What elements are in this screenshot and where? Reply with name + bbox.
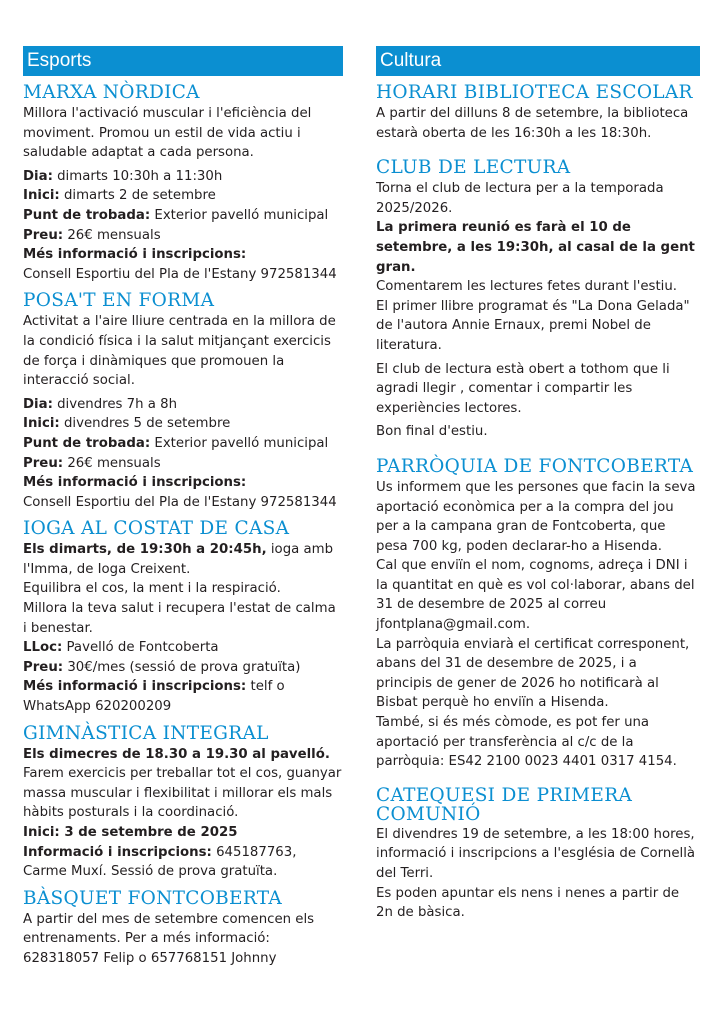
ioga-teacher: ioga amb l'Imma, de Ioga Creixent. xyxy=(23,542,334,577)
catequesi-p1: El divendres 19 de setembre, a les 18:00 hores, informació i inscripcions a l'església de Cornellà del Terri. xyxy=(376,826,696,881)
gimnastica-description: Farem exercicis per treballar tot el cos, guanyar massa muscular i flexibilitat i millorar els mals hàbits posturals i la coordinació. xyxy=(23,766,342,821)
info-label: Informació i inscripcions: xyxy=(23,844,212,860)
info-value: Consell Esportiu del Pla de l'Estany 972581344 xyxy=(23,266,337,282)
info-value: 645187763, Carme Muxí. Sessió de prova gratuïta. xyxy=(23,844,297,880)
basquet-text: A partir del mes de setembre comencen els entrenaments. Per a més informació: 628318057 Felip o 657768151 Johnny xyxy=(23,911,315,966)
catequesi-title: CATEQUESI DE PRIMERA COMUNIÓ xyxy=(376,784,633,825)
preu-value: 26€ mensuals xyxy=(63,455,161,471)
preu-value: 30€/mes (sessió de prova gratuïta) xyxy=(63,659,301,675)
punt-value: Exterior pavelló municipal xyxy=(150,207,329,223)
club-lectura-section xyxy=(376,157,696,442)
gimnastica-when: Els dimecres de 18.30 a 19.30 al pavelló. xyxy=(23,746,330,762)
esports-column xyxy=(23,46,343,969)
club-p4: El primer llibre programat és "La Dona Gelada" de l'autora Annie Ernaux, premi Nobel de literatura. xyxy=(376,298,690,353)
ioga-line3: Millora la teva salut i recupera l'estat de calma i benestar. xyxy=(23,601,336,636)
punt-value: Exterior pavelló municipal xyxy=(150,435,329,451)
club-p6: Bon final d'estiu. xyxy=(376,424,488,440)
biblioteca-text: A partir del dilluns 8 de setembre, la biblioteca estarà oberta de les 16:30h a les 18:30h. xyxy=(376,106,689,141)
preu-value: 26€ mensuals xyxy=(63,227,161,243)
parroquia-p1: Us informem que les persones que facin la seva aportació econòmica per a la compra del jou per a la campana gran de Fontcoberta, que pesa 700 kg, poden declarar-ho a Hisenda. xyxy=(376,479,696,554)
biblioteca-section xyxy=(376,82,696,143)
cultura-banner: Cultura xyxy=(376,46,700,76)
marxa-intro: Millora l'activació muscular i l'eficiència del moviment. Promou un estil de vida actiu i saludable adaptat a cada persona. xyxy=(23,106,312,161)
punt-label: Punt de trobada: xyxy=(23,435,151,451)
gimnastica-title: GIMNÀSTICA INTEGRAL xyxy=(23,722,269,744)
club-p1: Torna el club de lectura per a la temporada 2025/2026. xyxy=(376,181,664,216)
parroquia-title: PARRÒQUIA DE FONTCOBERTA xyxy=(376,455,694,477)
esports-banner: Esports xyxy=(23,46,343,76)
marxa-nordica-title: MARXA NÒRDICA xyxy=(23,82,200,103)
parroquia-section xyxy=(376,456,696,772)
ioga-line2: Equilibra el cos, la ment i la respiració. xyxy=(23,581,281,597)
posat-en-forma-title: POSA'T EN FORMA xyxy=(23,290,215,312)
inici-value: divendres 5 de setembre xyxy=(59,416,231,432)
posat-en-forma-section xyxy=(23,290,343,512)
basquet-section xyxy=(23,888,343,969)
catequesi-section xyxy=(376,786,696,923)
parroquia-p2: Cal que enviïn el nom, cognoms, adreça i DNI i la quantitat en què es vol col·laborar, abans del 31 de desembre de 2025 al correu jfontplana@gmail.com. xyxy=(376,558,695,633)
inici-label: Inici: xyxy=(23,416,60,432)
info-value: Consell Esportiu del Pla de l'Estany 972581344 xyxy=(23,494,337,510)
info-label: Més informació i inscripcions: xyxy=(23,679,247,695)
marxa-nordica-section xyxy=(23,82,343,284)
parroquia-p4: També, si és més còmode, es pot fer una aportació per transferència al c/c de la parròquia: ES42 2100 0023 4401 0317 4154. xyxy=(376,715,677,770)
inici-label: Inici: xyxy=(23,188,60,204)
ioga-section xyxy=(23,518,343,716)
lloc-label: LLoc: xyxy=(23,640,63,656)
club-p5: El club de lectura està obert a tothom que li agradi llegir , comentar i compartir les experiències lectores. xyxy=(376,361,670,416)
gimnastica-section xyxy=(23,723,343,882)
preu-label: Preu: xyxy=(23,659,64,675)
cultura-column xyxy=(376,46,696,923)
info-label: Més informació i inscripcions: xyxy=(23,475,247,491)
dia-label: Dia: xyxy=(23,168,53,184)
ioga-title: IOGA AL COSTAT DE CASA xyxy=(23,518,290,540)
dia-label: Dia: xyxy=(23,396,53,412)
punt-label: Punt de trobada: xyxy=(23,207,151,223)
ioga-when: Els dimarts, de 19:30h a 20:45h, xyxy=(23,542,267,558)
basquet-title: BÀSQUET FONTCOBERTA xyxy=(23,887,283,909)
dia-value: dimarts 10:30h a 11:30h xyxy=(52,168,223,184)
info-value: telf o WhatsApp 620200209 xyxy=(23,679,285,715)
biblioteca-title: HORARI BIBLIOTECA ESCOLAR xyxy=(376,82,693,103)
posat-intro: Activitat a l'aire lliure centrada en la millora de la condició física i la salut mitjançant exercicis de força i dinàmiques que promouen la interacció social. xyxy=(23,314,336,389)
inici-value: dimarts 2 de setembre xyxy=(59,188,216,204)
dia-value: divendres 7h a 8h xyxy=(52,396,178,412)
catequesi-p2: Es poden apuntar els nens i nenes a partir de 2n de bàsica. xyxy=(376,885,680,921)
preu-label: Preu: xyxy=(23,227,64,243)
preu-label: Preu: xyxy=(23,455,64,471)
club-lectura-title: CLUB DE LECTURA xyxy=(376,157,571,179)
gimnastica-inici: Inici: 3 de setembre de 2025 xyxy=(23,825,238,840)
lloc-value: Pavelló de Fontcoberta xyxy=(62,640,219,656)
club-p3: Comentarem les lectures fetes durant l'estiu. xyxy=(376,279,678,295)
parroquia-p3: La parròquia enviarà el certificat corresponent, abans del 31 de desembre de 2025, i a principis de gener de 2026 ho notificarà al Bisbat perquè ho enviïn a Hisenda. xyxy=(376,636,690,711)
club-p2: La primera reunió es farà el 10 de setembre, a les 19:30h, al casal de la gent gran. xyxy=(376,220,695,275)
info-label: Més informació i inscripcions: xyxy=(23,247,247,263)
